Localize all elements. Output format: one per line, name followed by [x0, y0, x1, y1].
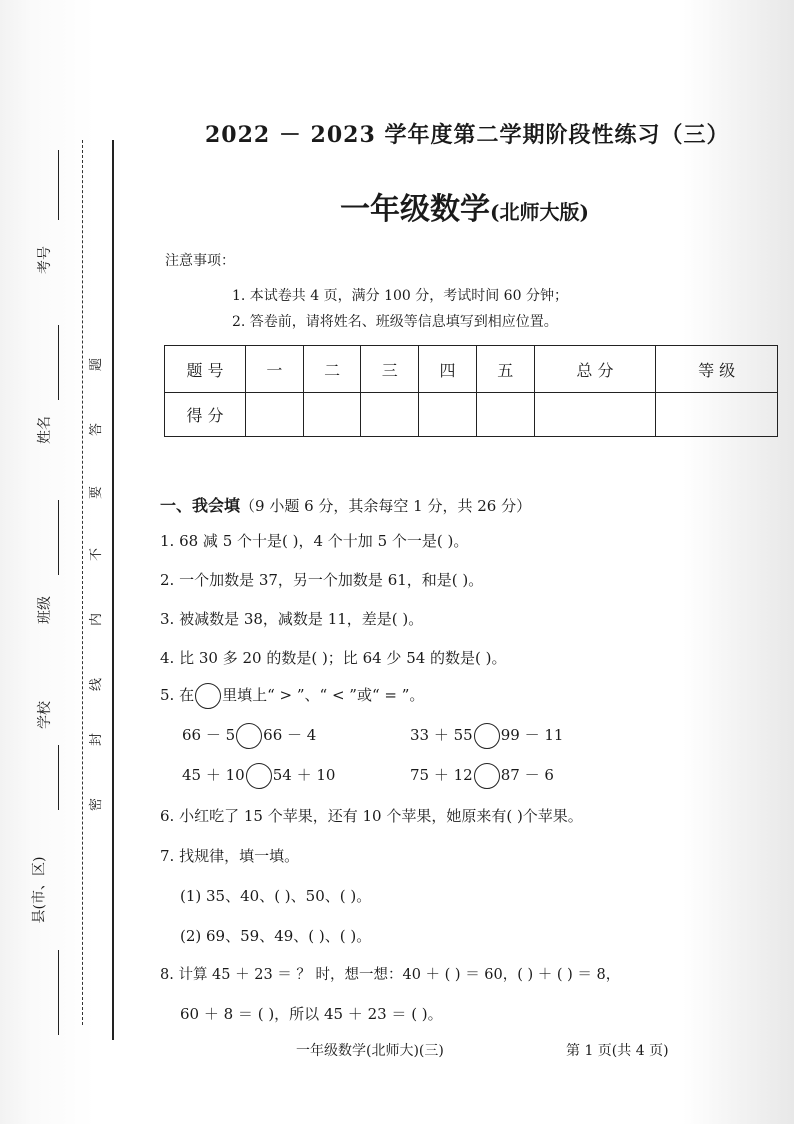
- compare-answer-circle[interactable]: [474, 723, 500, 749]
- score-header-cell: 五: [476, 346, 534, 393]
- question-8-line-1: 8. 计算 45 ＋ 23 ＝ ？ 时，想一想：40 ＋ ( ) ＝ 60，( ) ＋ ( ) ＝ 8，: [160, 967, 621, 983]
- section-1-title: 一、我会填: [160, 496, 241, 515]
- label-name: 姓名: [37, 416, 53, 444]
- notes-heading: 注意事项：: [165, 253, 235, 269]
- question-7: 7. 找规律，填一填。: [160, 847, 300, 865]
- label-county: 县(市、区): [31, 856, 48, 924]
- compare-item-1: [182, 723, 316, 749]
- class-underline: [58, 500, 59, 575]
- compare-left: 45 ＋ 10: [182, 766, 245, 784]
- compare-right: 99 － 11: [500, 726, 564, 744]
- compare-left: 66 － 5: [182, 726, 236, 744]
- question-7-1: (1) 35、40、( )、50、( )。: [180, 887, 372, 905]
- school-underline: [58, 745, 59, 810]
- exam-number-underline: [58, 150, 59, 220]
- compare-right: 66 － 4: [263, 726, 317, 744]
- footer-subject: 一年级数学(北师大)(三): [296, 1043, 444, 1059]
- note-item-2: 2. 答卷前，请将姓名、班级等信息填写到相应位置。: [232, 314, 558, 330]
- section-1-heading: [160, 493, 531, 516]
- binding-dashed-line: [82, 140, 83, 1025]
- score-cell[interactable]: [656, 393, 778, 437]
- compare-circle-icon: [195, 683, 221, 709]
- score-header-cell: 总 分: [534, 346, 656, 393]
- score-header-cell: 二: [303, 346, 361, 393]
- score-cell[interactable]: [419, 393, 477, 437]
- binding-solid-line: [112, 140, 114, 1040]
- score-header-cell: 题 号: [165, 346, 246, 393]
- label-class: 班级: [37, 596, 53, 624]
- exam-title: 2022 － 2023 学年度第二学期阶段性练习（三）: [205, 122, 730, 148]
- score-row-label: 得 分: [165, 393, 246, 437]
- score-header-cell: 四: [419, 346, 477, 393]
- compare-item-3: [182, 763, 335, 789]
- footer-page-number: 第 1 页(共 4 页): [566, 1043, 669, 1059]
- seal-char-6: 要: [89, 485, 105, 500]
- edition-label: (北师大版): [490, 200, 589, 224]
- score-table-score-row: [165, 393, 778, 437]
- score-header-cell: 三: [361, 346, 419, 393]
- seal-char-4: 内: [89, 612, 105, 627]
- note-item-1: 1. 本试卷共 4 页，满分 100 分，考试时间 60 分钟；: [232, 288, 568, 304]
- question-5: [160, 683, 424, 709]
- county-underline: [58, 950, 59, 1035]
- subject-title: 一年级数学: [340, 192, 490, 227]
- question-2: 2. 一个加数是 37，另一个加数是 61，和是( )。: [160, 571, 484, 589]
- question-3: 3. 被减数是 38，减数是 11，差是( )。: [160, 610, 424, 628]
- seal-char-8: 题: [89, 357, 105, 372]
- question-8-line-2: 60 ＋ 8 ＝ ( )，所以 45 ＋ 23 ＝ ( )。: [180, 1005, 443, 1023]
- score-cell[interactable]: [246, 393, 304, 437]
- seal-char-2: 封: [89, 732, 105, 747]
- section-1-note: （9 小题 6 分，其余每空 1 分，共 26 分）: [240, 497, 532, 515]
- seal-char-5: 不: [89, 547, 105, 562]
- compare-answer-circle[interactable]: [236, 723, 262, 749]
- question-5-suffix: 里填上“ > ”、“ < ”或“ = ”。: [222, 686, 425, 704]
- compare-right: 54 ＋ 10: [272, 766, 336, 784]
- score-table: [164, 345, 778, 437]
- score-cell[interactable]: [476, 393, 534, 437]
- question-1: 1. 68 减 5 个十是( )，4 个十加 5 个一是( )。: [160, 532, 469, 550]
- name-underline: [58, 325, 59, 400]
- compare-answer-circle[interactable]: [246, 763, 272, 789]
- compare-item-2: [410, 723, 563, 749]
- score-cell[interactable]: [303, 393, 361, 437]
- question-5-prefix: 5. 在: [160, 686, 195, 704]
- label-exam-number: 考号: [37, 246, 53, 274]
- compare-right: 87 － 6: [500, 766, 554, 784]
- compare-left: 33 ＋ 55: [410, 726, 473, 744]
- score-header-cell: 等 级: [656, 346, 778, 393]
- score-header-cell: 一: [246, 346, 304, 393]
- question-6: 6. 小红吃了 15 个苹果，还有 10 个苹果，她原来有( )个苹果。: [160, 807, 583, 825]
- score-cell[interactable]: [361, 393, 419, 437]
- compare-item-4: [410, 763, 554, 789]
- exam-subtitle: [340, 184, 589, 228]
- label-school: 学校: [37, 701, 53, 729]
- score-cell[interactable]: [534, 393, 656, 437]
- seal-char-3: 线: [89, 677, 105, 692]
- question-7-2: (2) 69、59、49、( )、( )。: [180, 927, 372, 945]
- compare-answer-circle[interactable]: [474, 763, 500, 789]
- seal-char-7: 答: [89, 422, 105, 437]
- question-4: 4. 比 30 多 20 的数是( )；比 64 少 54 的数是( )。: [160, 649, 507, 667]
- seal-char-1: 密: [89, 797, 105, 812]
- score-table-header-row: [165, 346, 778, 393]
- compare-left: 75 ＋ 12: [410, 766, 473, 784]
